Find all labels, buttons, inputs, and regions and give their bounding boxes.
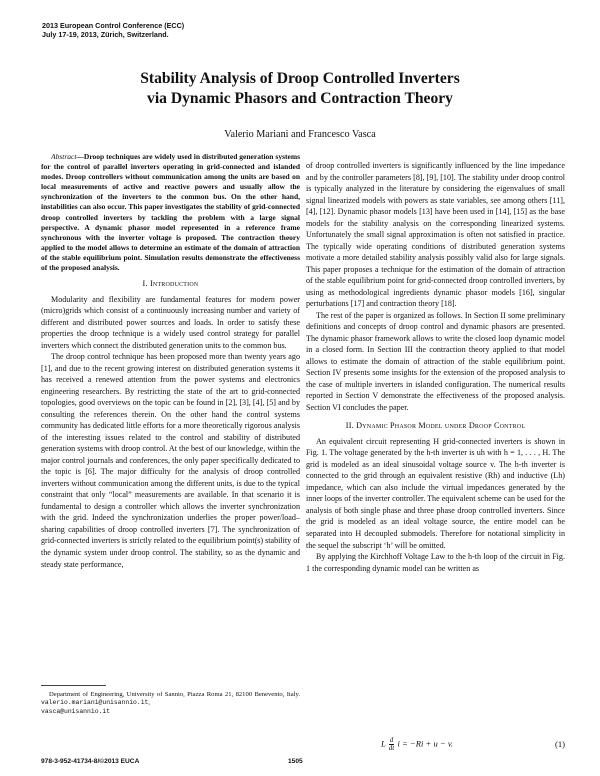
abstract (41, 152, 300, 273)
conference-line-2: July 17-19, 2013, Zürich, Switzerland. (42, 30, 169, 39)
conference-line-1: 2013 European Control Conference (ECC) (42, 21, 185, 30)
section-1-title: Introduction (149, 279, 199, 289)
right-column (306, 160, 565, 574)
footnote-rule (41, 685, 106, 686)
email-mariani[interactable]: valerio.mariani@unisannio.it (41, 699, 149, 707)
left-column (41, 152, 300, 570)
title-line-2: via Dynamic Phasors and Contraction Theory (147, 90, 453, 107)
intro-paragraph-1: Modularity and flexibility are fundamental features for modern power (micro)grids which consist of a continuously increasing number and variety of different and distributed power sources and loads. In order to satisfy these properties the droop technique is a widely used control strategy for parallel inverters which connect the distributed generation units to the common bus. (41, 294, 300, 350)
page-number: 1505 (288, 758, 303, 765)
section-2-numeral: II. (345, 421, 354, 431)
derivative-fraction (389, 737, 395, 752)
abstract-label: Abstract (51, 152, 77, 161)
authors: Valerio Mariani and Francesco Vasca (224, 129, 376, 140)
abstract-dash: — (76, 152, 84, 161)
fraction-denominator: dt (388, 744, 395, 752)
section-2-paragraph-1: An equivalent circuit representing H grid-connected inverters is shown in Fig. 1. The voltage generated by the h-th inverter is uh with h = 1, . . . , H. The grid is modeled as an ideal sinusoidal voltage source v. The h-th inverter is connected to the grid through an equivalent resistive (Rh) and inductive (Lh) impedance, which can also include the virtual impedances generated by the inner loops of the inverter controller. The equivalent scheme can be used for the analysis of both single phase and three phase droop controlled inverters. Since the grid is modeled as an ideal voltage source, the entire model can be separated into H decoupled submodels. Therefore for notational simplicity in the sequel the subscript ‘h’ will be omitted. (306, 436, 565, 550)
email-separator: , (148, 699, 151, 707)
isbn-copyright: 978-3-952-41734-8/©2013 EUCA (41, 758, 140, 765)
abstract-text: Droop techniques are widely used in distributed generation systems for the control of parallel inverters operating in grid-connected and islanded modes. Droop controllers without communication among the units are based on local measurements of active and reactive powers and usually allow the synchronization of the inverters to the common bus. On the other hand, instabilities can also occur. This paper investigates the stability of grid-connected droop controlled inverters by tackling the problem with a large signal perspective. A dynamic phasor model represented in a reference frame synchronous with the inverter voltage is proposed. The contraction theory applied to the model allows to determine an estimate of the domain of attraction of the stable equilibrium point. Simulation results demonstrate the effectiveness of the proposed analysis. (41, 152, 300, 273)
equation-body (381, 737, 453, 752)
section-1-numeral: I. (142, 279, 148, 289)
equation-number: (1) (554, 739, 565, 749)
right-paragraph-2: The rest of the paper is organized as follows. In Section II some preliminary definitions and concepts of droop control and dynamic phasors are presented. The dynamic phasor framework allows to write the closed loop dynamic model in a closed form. In Section III the contraction theory applied to that model allows to estimate the domain of attraction of the stable equilibrium point. Section IV presents some insights for the extension of the proposed analysis to the case of multiple inverters in islanded configuration. The numerical results reported in Section V demonstrate the effectiveness of the proposed analysis. Section VI concludes the paper. (306, 310, 565, 412)
equation-rhs: i = −Ri + u − v. (397, 738, 454, 749)
section-2-heading (306, 420, 565, 432)
intro-paragraph-2: The droop control technique has been proposed more than twenty years ago [1], and due to the recent growing interest on distributed generation systems it has received a renewed attention from the power systems and electronics engineering researchers. By restricting the state of the art to grid-connected topologies, good overviews on the topic can be found in [2], [3], [4], [5] and by consulting the references therein. On the other hand the control systems community has dedicated little efforts for a more theoretically rigorous analysis of the interesting issues related to the control and stability of distributed generation systems with droop control. At the best of our knowledge, within the major control journals and conferences, the only paper specifically dedicated to the topic is [6]. The major difficulty for the analysis of droop controlled inverters without communication among the different units, is due to the typical constraint that only “local” measurements are available. In that scenario it is fundamental to design a controller which allows the inverter synchronization with the grid. Indeed the synchronization underlies the proper power/load–sharing capabilities of droop controlled inverters [7]. The synchronization of grid-connected inverters is strictly related to the equilibrium point(s) stability of the dynamic system under droop control. The stability, so as the dynamic and steady state performance, (41, 352, 300, 569)
equation-lhs-coefficient: L (381, 738, 386, 749)
section-2-paragraph-2: By applying the Kirchhoff Voltage Law to the h-th loop of the circuit in Fig. 1 the corresponding dynamic model can be written as (306, 552, 565, 573)
equation-1 (306, 737, 565, 753)
section-2-title: Dynamic Phasor Model under Droop Control (356, 421, 526, 431)
fraction-numerator: d (389, 736, 394, 744)
email-vasca[interactable]: vasca@unisannio.it (41, 707, 111, 715)
section-1-heading (41, 278, 300, 290)
affiliation-footnote (41, 691, 300, 716)
right-paragraph-1: of droop controlled inverters is significantly influenced by the line impedance and by the controller parameters [8], [9], [10]. The stability under droop control is typically analyzed in the literature by considering the eigenvalues of small signal linearized models with powers as state variables, see among others [11], [4], [12]. Dynamic phasor models [13] have been used in [14], [15] as the base models for the stability analysis on the corresponding linearized systems. Unfortunately the small signal approximation is often not satisfied in practice. The typically wide operating conditions of distributed generation systems motivate a more detailed stability analysis possibly valid also for large signals. This paper proposes a technique for the estimation of the domain of attraction of the stable equilibrium point for grid-connected droop controlled inverters, by using as methodological ingredients dynamic phasor models [16], singular perturbations [17] and contraction theory [18]. (306, 161, 565, 309)
title-line-1: Stability Analysis of Droop Controlled Inverters (140, 70, 460, 87)
footnote-text: Department of Engineering, University of Sannio, Piazza Roma 21, 82100 Benevento, Italy. (49, 691, 300, 698)
paper-title (0, 69, 600, 109)
conference-header (42, 21, 184, 39)
